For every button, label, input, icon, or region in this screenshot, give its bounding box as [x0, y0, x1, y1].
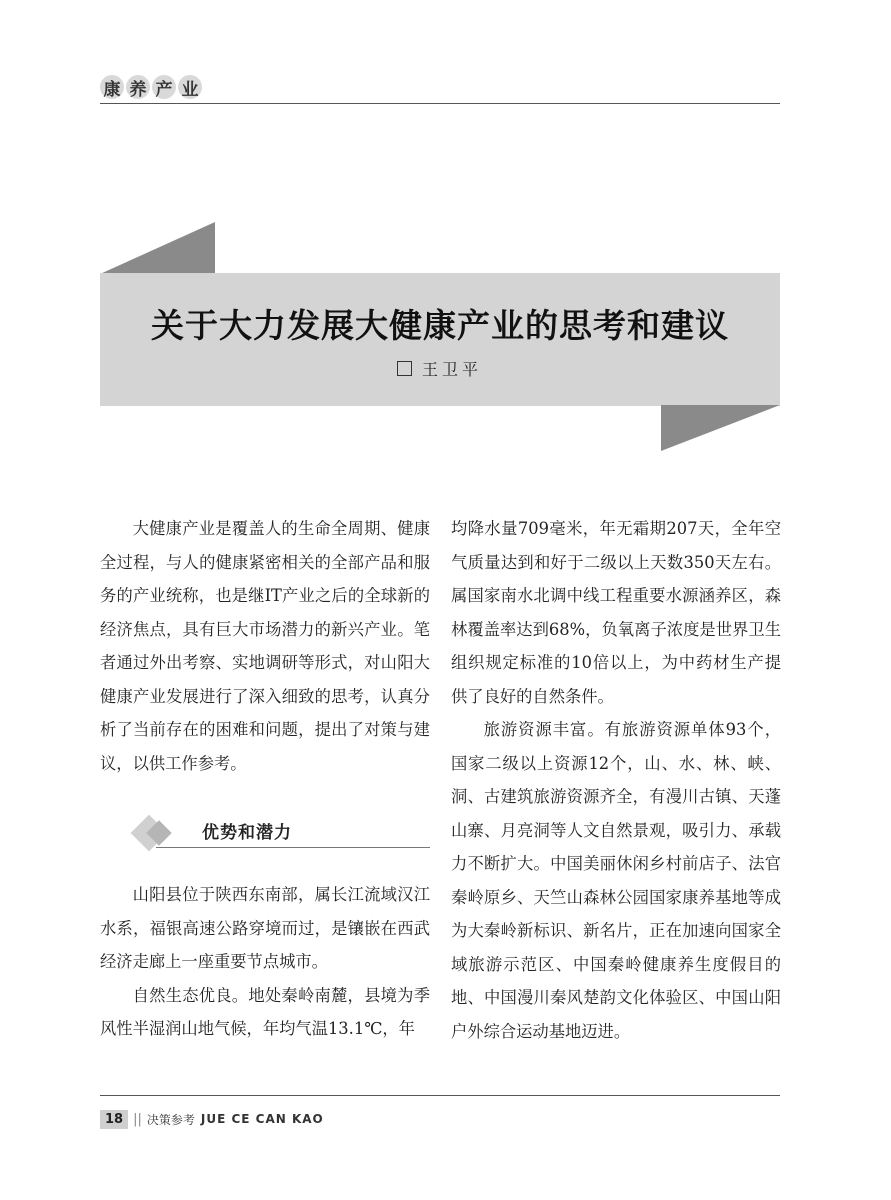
- subheading-label: 优势和潜力: [202, 823, 292, 843]
- body-paragraph: 均降水量709毫米，年无霜期207天，全年空气质量达到和好于二级以上天数350天左右。属国家南水北调中线工程重要水源涵养区，森林覆盖率达到68%，负氧离子浓度是世界卫生组织规定标准的10倍以上，为中药材生产提供了良好的自然条件。: [451, 519, 781, 706]
- journal-name: 决策参考: [146, 1112, 195, 1127]
- author-name: 王卫平: [422, 359, 483, 379]
- header-divider: [100, 103, 780, 104]
- author-box-icon: [397, 361, 412, 376]
- title-decoration-triangle-top: [100, 222, 215, 274]
- page-number: 18: [100, 1110, 128, 1129]
- section-tag: [100, 74, 204, 100]
- intro-paragraph: 大健康产业是覆盖人的生命全周期、健康全过程，与人的健康紧密相关的全部产品和服务的产业统称，也是继IT产业之后的全球新的经济焦点，具有巨大市场潜力的新兴产业。笔者通过外出考察、实地调研等形式，对山阳大健康产业发展进行了深入细致的思考，认真分析了当前存在的困难和问题，提出了对策与建议，以供工作参考。: [100, 519, 430, 773]
- article-title: 关于大力发展大健康产业的思考和建议: [151, 306, 729, 345]
- body-paragraph: 自然生态优良。地处秦岭南麓，县境为季风性半湿润山地气候，年均气温13.1℃，年: [100, 985, 430, 1038]
- author-line: [397, 356, 482, 380]
- subheading: [100, 818, 430, 848]
- left-column: [100, 512, 430, 1046]
- body-paragraph: 旅游资源丰富。有旅游资源单体93个，国家二级以上资源12个，山、水、林、峡、洞、古建筑旅游资源齐全，有漫川古镇、天蓬山寨、月亮洞等人文自然景观，吸引力、承载力不断扩大。中国美丽休闲乡村前店子、法官秦岭原乡、天竺山森林公园国家康养基地等成为大秦岭新标识、新名片，正在加速向国家全域旅游示范区、中国秦岭健康养生度假目的地、中国漫川秦风楚韵文化体验区、中国山阳户外综合运动基地迈进。: [451, 720, 781, 1041]
- section-tag-char: 业: [178, 75, 202, 99]
- title-decoration-triangle-bottom: [661, 405, 780, 451]
- journal-pinyin: JUE CE CAN KAO: [200, 1112, 324, 1126]
- subheading-underline: [156, 847, 430, 848]
- body-paragraph: 山阳县位于陕西东南部，属长江流域汉江水系，福银高速公路穿境而过，是镶嵌在西武经济走廊上一座重要节点城市。: [100, 885, 430, 971]
- section-tag-char: 养: [126, 75, 150, 99]
- footer-separator: ||: [133, 1111, 142, 1127]
- right-column: [451, 512, 781, 1048]
- footer-divider: [100, 1095, 780, 1096]
- page-footer: [100, 1108, 324, 1130]
- section-tag-char: 康: [100, 75, 124, 99]
- section-tag-char: 产: [152, 75, 176, 99]
